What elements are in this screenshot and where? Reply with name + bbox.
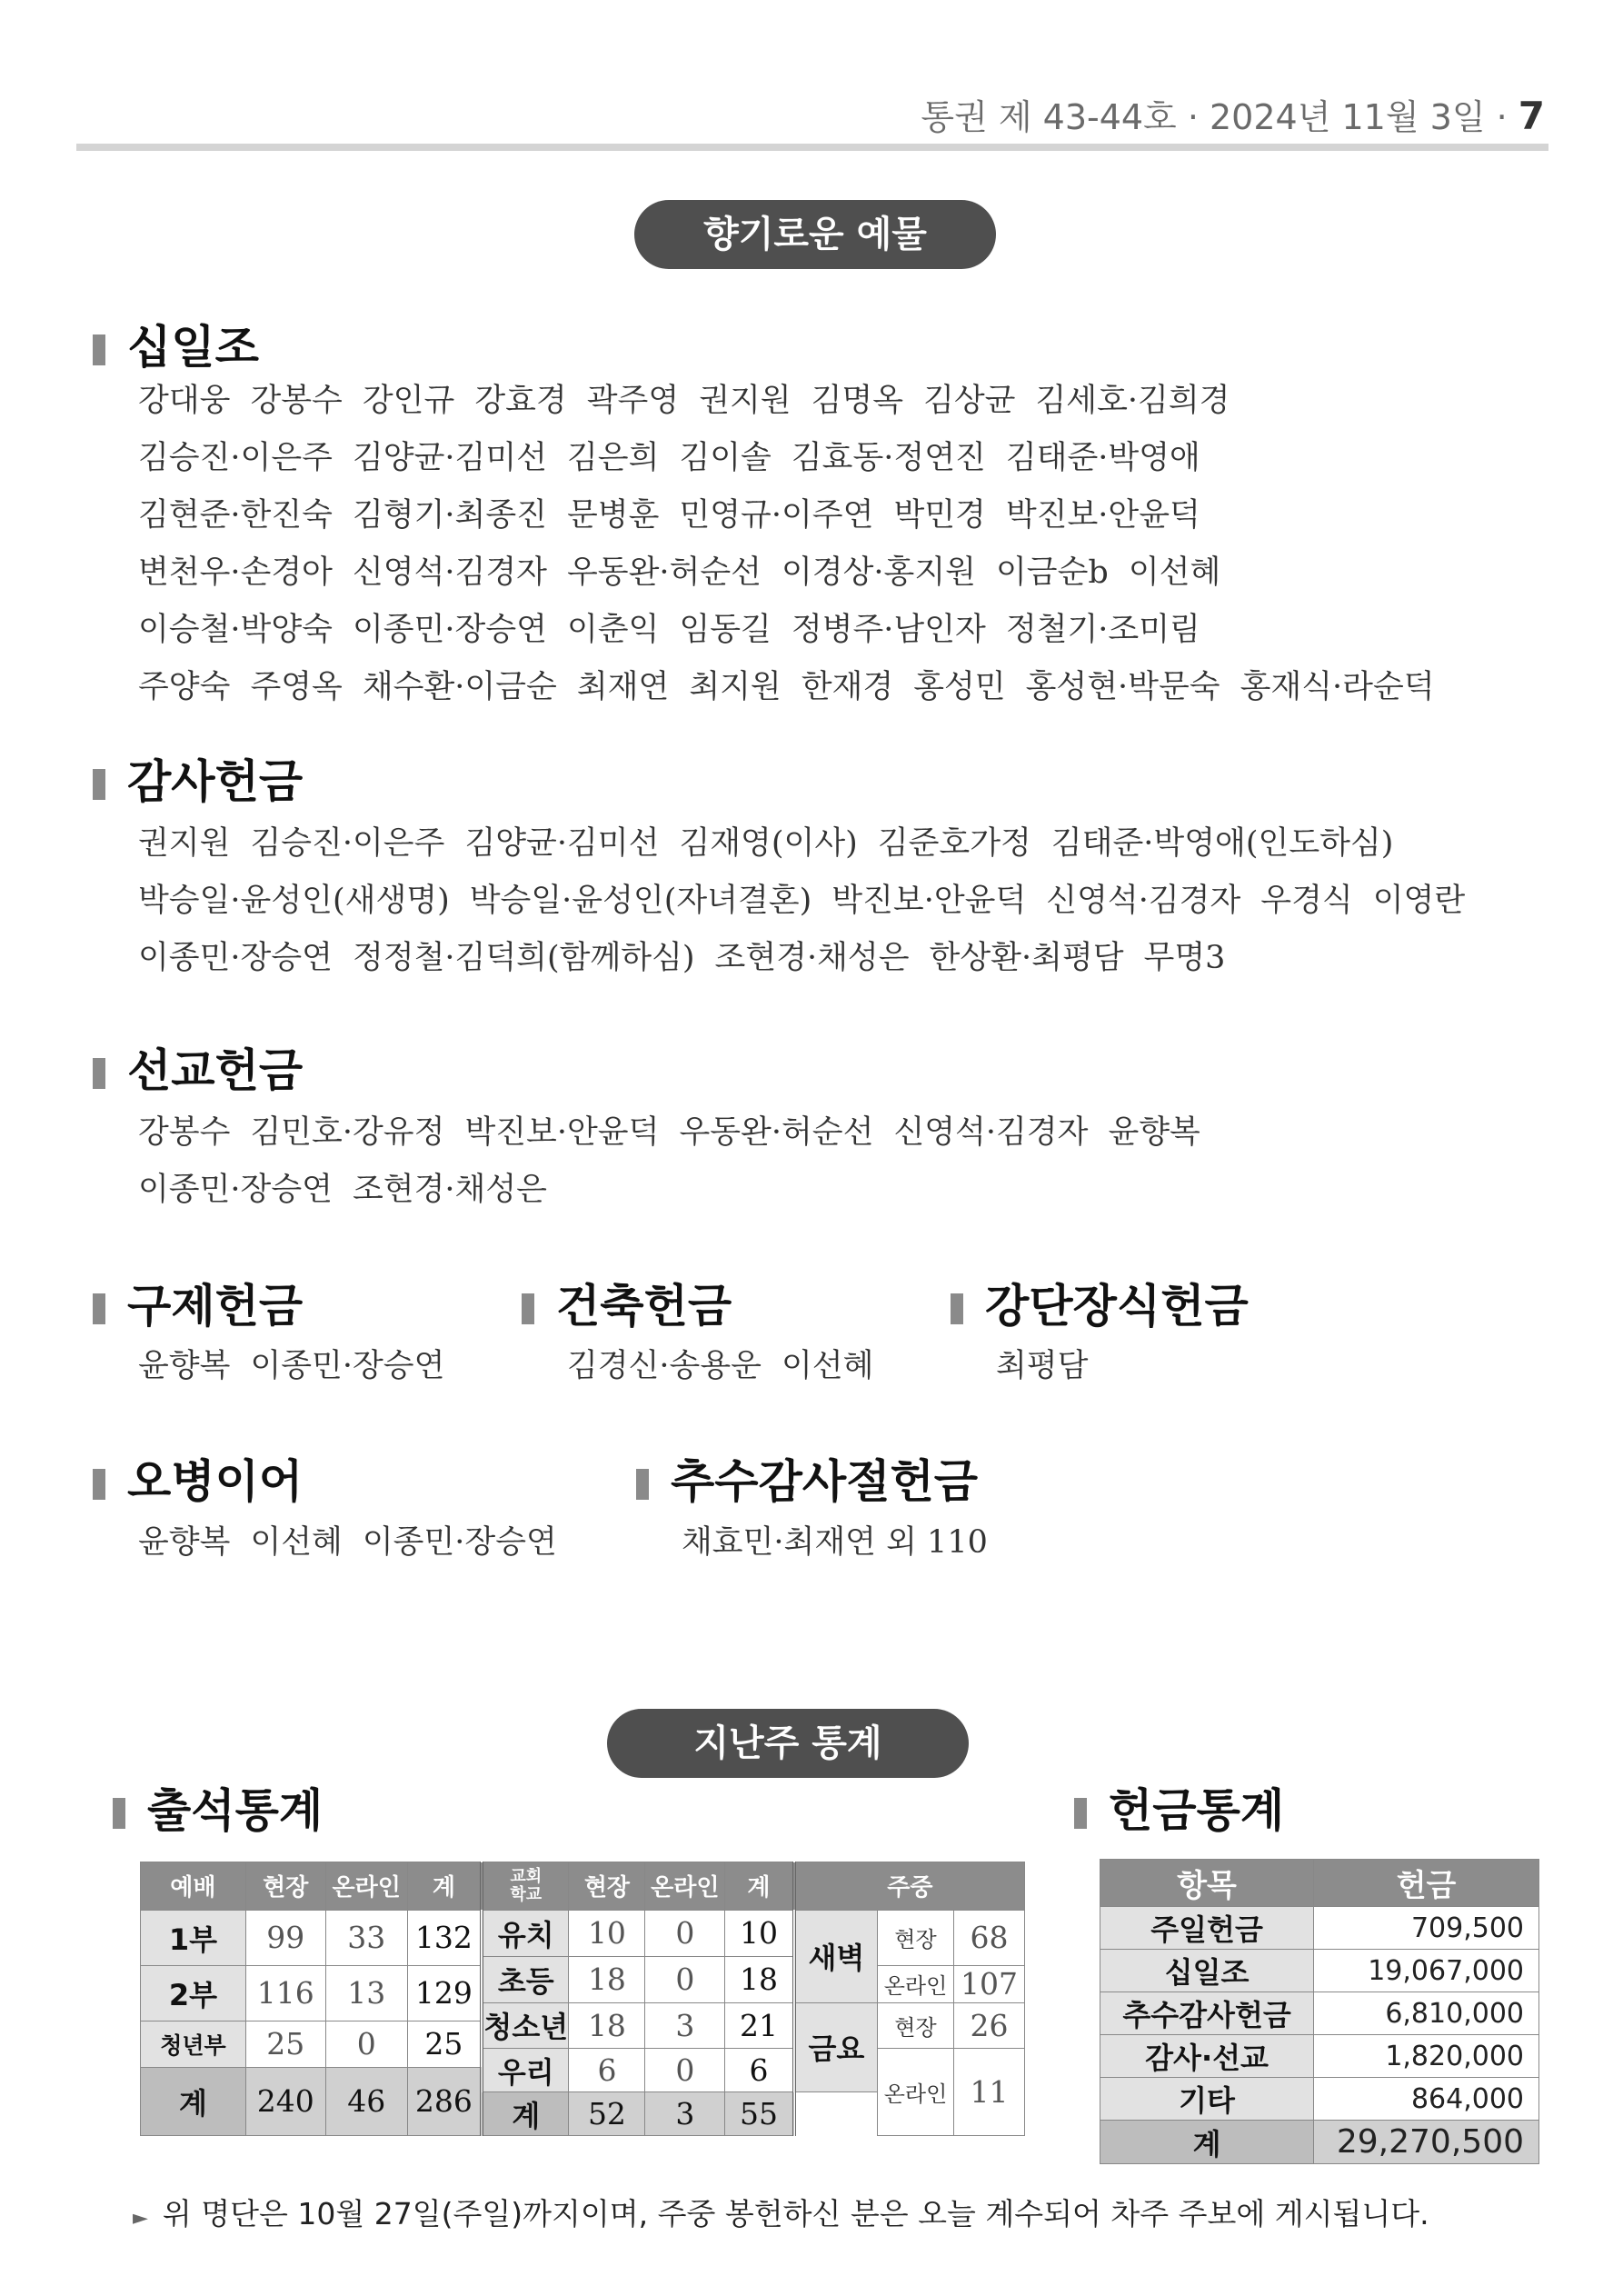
altar-names [996,1338,1108,1395]
donor-name: 이종민·장승연 [138,940,333,976]
donor-name: 이영란 [1372,883,1466,919]
names-line [138,373,1455,430]
cell: 286 [407,2067,482,2135]
page-number: 7 [1518,94,1545,138]
names-line [138,1514,577,1572]
donor-name: 주양숙 [138,669,231,705]
donor-name: 조현경·채성은 [714,940,910,976]
col-header: 현장 [569,1862,645,1911]
row-label: 우리 [482,2049,569,2092]
donor-name: 채효민·최재연 외 110 [682,1524,988,1561]
row-label: 유치 [482,1910,569,1956]
mission-title: 선교헌금 [93,1043,303,1098]
cell: 132 [407,1910,482,1965]
names-line [138,1162,1220,1219]
section-marker [93,1293,105,1324]
cell: 0 [645,1910,725,1956]
donor-name: 우경식 [1260,883,1353,919]
section-marker [951,1293,963,1324]
col-header: 항목 [1100,1860,1314,1907]
section-marker [1074,1798,1087,1829]
donor-name: 강인규 [362,383,455,419]
donor-name: 이종민·장승연 [353,612,547,648]
col-header: 예배 [141,1862,246,1911]
donor-name: 이종민·장승연 [138,1172,333,1208]
donor-name: 박진보·안윤덕 [831,883,1027,919]
cell: 21 [725,2002,794,2049]
tithe-title: 십일조 [93,320,259,374]
names-line [138,544,1455,602]
cell: 33 [325,1910,407,1965]
names-line [138,873,1485,930]
cell: 6 [569,2049,645,2092]
cell: 19,067,000 [1314,1950,1539,1992]
donor-name: 홍성민 [913,669,1006,705]
donor-name: 김승진·이은주 [138,440,333,476]
cell: 18 [569,2002,645,2049]
issue-info: 통권 제 43-44호 · 2024년 11월 3일 · [921,97,1518,137]
donor-name: 김승진·이은주 [250,825,445,862]
donor-name: 김경신·송용운 [567,1348,762,1384]
cell: 864,000 [1314,2078,1539,2121]
donor-name: 김현준·한진숙 [138,497,333,534]
offerings-banner: 향기로운 예물 [634,200,996,269]
donor-name: 무명3 [1143,940,1226,976]
col-header-weekday: 주중 [794,1862,1025,1911]
row-label: 2부 [141,1965,246,2021]
cell: 68 [953,1910,1024,1965]
building-title: 건축헌금 [522,1279,732,1333]
donor-name: 권지원 [138,825,231,862]
names-line [138,430,1455,487]
donor-name: 이승철·박양숙 [138,612,333,648]
donor-name: 김이솔 [679,440,772,476]
row-label: 십일조 [1100,1950,1314,1992]
cell: 55 [725,2092,794,2136]
attendance-title: 출석통계 [113,1783,323,1838]
col-header: 계 [407,1862,482,1911]
donor-name: 윤향복 [138,1348,231,1384]
harvest-names [682,1514,1008,1572]
names-line [138,1104,1220,1162]
donor-name: 이종민·장승연 [250,1348,445,1384]
names-line [138,815,1485,873]
cell: 3 [645,2092,725,2136]
donor-name: 이금순b [996,554,1109,591]
donor-name: 박승일·윤성인(자녀결혼) [469,883,812,919]
cell: 11 [953,2049,1024,2136]
fish-title: 오병이어 [93,1454,303,1509]
footnote: ► 위 명단은 10월 27일(주일)까지이며, 주중 봉헌하신 분은 오늘 계수되어 차주 주보에 게시됩니다. [133,2196,1429,2231]
cell: 10 [725,1910,794,1956]
cell: 13 [325,1965,407,2021]
cell: 46 [325,2067,407,2135]
donor-name: 정정철·김덕희(함께하심) [353,940,695,976]
cell-label: 현장 [878,2002,954,2049]
mission-names [138,1104,1220,1219]
section-marker [636,1469,649,1500]
cell: 25 [245,2021,325,2067]
donor-name: 김명옥 [811,383,904,419]
donor-name: 임동길 [679,612,772,648]
donor-name: 우동완·허순선 [679,1114,874,1151]
cell: 0 [325,2021,407,2067]
donor-name: 홍재식·라순덕 [1240,669,1435,705]
cell: 1,820,000 [1314,2035,1539,2078]
donor-name: 김세호·김희경 [1035,383,1230,419]
row-label: 새벽 [794,1910,878,2002]
names-line [682,1514,1008,1572]
thanks-names [138,815,1485,987]
donor-name: 김형기·최종진 [353,497,547,534]
donor-name: 곽주영 [586,383,680,419]
names-line [567,1338,893,1395]
donor-name: 김은희 [567,440,660,476]
issue-header [0,89,1545,139]
total-amount: 29,270,500 [1314,2121,1539,2164]
cell: 26 [953,2002,1024,2049]
names-line [138,930,1485,987]
donor-name: 강대웅 [138,383,231,419]
section-marker [93,769,105,800]
donor-name: 김양균·김미선 [353,440,547,476]
donor-name: 이선혜 [250,1524,343,1561]
header-divider [76,144,1548,151]
row-label: 금요 [794,2002,878,2092]
fish-names [138,1514,577,1572]
row-label: 추수감사헌금 [1100,1992,1314,2035]
relief-title: 구제헌금 [93,1279,303,1333]
cell: 116 [245,1965,325,2021]
donor-name: 변천우·손경아 [138,554,333,591]
names-line [138,487,1455,544]
donor-name: 김민호·강유정 [250,1114,445,1151]
donor-name: 이선혜 [1128,554,1221,591]
names-line [138,659,1455,716]
cell: 709,500 [1314,1907,1539,1950]
donor-name: 신영석·김경자 [353,554,547,591]
donor-name: 이춘익 [567,612,660,648]
names-line [138,1338,464,1395]
cell: 3 [645,2002,725,2049]
donor-name: 강봉수 [250,383,343,419]
donor-name: 김재영(이사) [679,825,858,862]
donor-name: 권지원 [699,383,792,419]
cell: 240 [245,2067,325,2135]
donor-name: 채수환·이금순 [362,669,557,705]
cell: 52 [569,2092,645,2136]
cell: 0 [645,1956,725,2002]
donor-name: 조현경·채성은 [353,1172,547,1208]
donor-name: 김준호가정 [877,825,1031,862]
cell-label: 온라인 [878,1965,954,2002]
col-header: 온라인 [645,1862,725,1911]
tithe-names [138,373,1455,716]
donor-name: 강봉수 [138,1114,231,1151]
relief-names [138,1338,464,1395]
donor-name: 윤향복 [138,1524,231,1561]
attendance-table [140,1862,1025,2136]
cell: 129 [407,1965,482,2021]
cell-label: 현장 [878,1910,954,1965]
donor-name: 정병주·남인자 [791,612,986,648]
triangle-icon: ► [133,2207,148,2230]
donor-name: 최재연 [576,669,670,705]
donor-name: 민영규·이주연 [679,497,874,534]
cell: 18 [725,1956,794,2002]
section-marker [93,1058,105,1089]
thanks-title: 감사헌금 [93,754,303,809]
row-label: 초등 [482,1956,569,2002]
row-label: 청년부 [141,2021,246,2067]
donor-name: 윤향복 [1108,1114,1200,1151]
cell: 25 [407,2021,482,2067]
row-label: 기타 [1100,2078,1314,2121]
harvest-title: 추수감사절헌금 [636,1454,978,1509]
cell: 107 [953,1965,1024,2002]
donor-name: 김상균 [923,383,1016,419]
row-label: 계 [1100,2121,1314,2164]
donor-name: 강효경 [474,383,567,419]
cell: 6,810,000 [1314,1992,1539,2035]
row-label: 감사·선교 [1100,2035,1314,2078]
cell: 18 [569,1956,645,2002]
donor-name: 이종민·장승연 [362,1524,557,1561]
cell-label: 온라인 [878,2049,954,2136]
donor-name: 홍성현·박문숙 [1025,669,1220,705]
col-header: 현장 [245,1862,325,1911]
offering-table [1100,1859,1539,2164]
section-marker [93,334,105,365]
donor-name: 한상환·최평담 [929,940,1124,976]
donor-name: 박진보·안윤덕 [464,1114,660,1151]
names-line [138,602,1455,659]
col-header: 온라인 [325,1862,407,1911]
altar-title: 강단장식헌금 [951,1279,1249,1333]
col-header: 계 [725,1862,794,1911]
row-label: 계 [482,2092,569,2136]
section-marker [522,1293,534,1324]
building-names [567,1338,893,1395]
donor-name: 주영옥 [250,669,343,705]
stats-banner: 지난주 통계 [607,1709,969,1778]
donor-name: 김효동·정연진 [791,440,986,476]
row-label: 청소년 [482,2002,569,2049]
donor-name: 이경상·홍지원 [782,554,976,591]
cell: 6 [725,2049,794,2092]
cell: 0 [645,2049,725,2092]
col-header-school: 교회학교 [482,1862,569,1911]
donor-name: 김태준·박영애(인도하심) [1050,825,1394,862]
donor-name: 박진보·안윤덕 [1005,497,1200,534]
donor-name: 김태준·박영애 [1005,440,1200,476]
row-label: 1부 [141,1910,246,1965]
cell: 10 [569,1910,645,1956]
donor-name: 정철기·조미림 [1005,612,1200,648]
donor-name: 최지원 [689,669,782,705]
col-header: 헌금 [1314,1860,1539,1907]
cell: 99 [245,1910,325,1965]
section-marker [93,1469,105,1500]
donor-name: 한재경 [801,669,894,705]
donor-name: 문병훈 [567,497,660,534]
offering-stats-title: 헌금통계 [1074,1783,1284,1838]
names-line [996,1338,1108,1395]
donor-name: 최평담 [996,1348,1089,1384]
row-label: 주일헌금 [1100,1907,1314,1950]
donor-name: 우동완·허순선 [567,554,762,591]
row-label: 계 [141,2067,246,2135]
section-marker [113,1798,125,1829]
donor-name: 박승일·윤성인(새생명) [138,883,450,919]
donor-name: 신영석·김경자 [1046,883,1241,919]
donor-name: 박민경 [893,497,986,534]
donor-name: 이선혜 [782,1348,874,1384]
donor-name: 김양균·김미선 [464,825,660,862]
donor-name: 신영석·김경자 [893,1114,1089,1151]
